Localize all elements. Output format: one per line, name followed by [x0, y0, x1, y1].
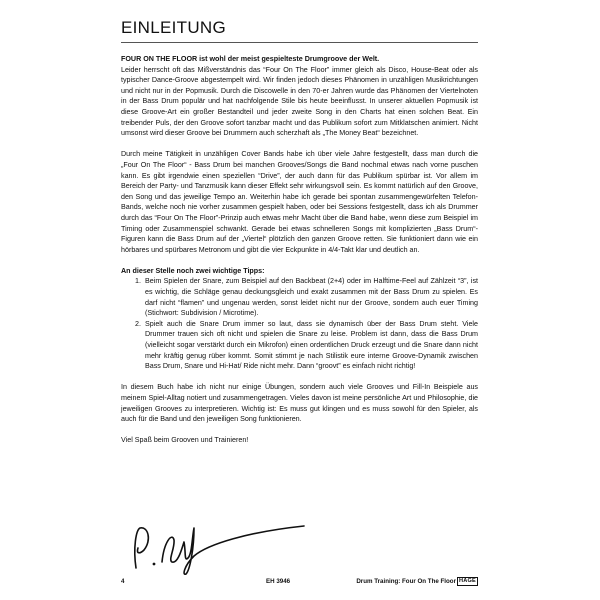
tip-item: 1. Beim Spielen der Snare, zum Beispiel auf den Backbeat (2+4) oder im Halftime-Feel auf Zählzeit “3”, ist es wichtig, die Schläge genau deckungsgleich und exakt zusammen mit der Bass Drum zu spielen. Es darf nicht “flamen” und ungenau werden, sonst leidet nicht nur der Groove, sondern auch euer Timing (Stichwort: Subdivision / Microtime).	[143, 276, 478, 318]
page-number: 4	[121, 578, 125, 585]
publisher-logo: HAGE	[459, 578, 476, 584]
intro-paragraph	[121, 54, 478, 139]
page-heading: EINLEITUNG	[121, 18, 227, 37]
tips-list	[121, 276, 478, 371]
tip-item: 2. Spielt auch die Snare Drum immer so laut, dass sie dynamisch über der Bass Drum steht. Viele Drummer trauen sich oft nicht und spielen die Snare zu leise. Problem ist dann, dass die Bass Drum (vielleicht sogar verstärkt durch ein Mikrofon) einen ordentlichen Druck erzeugt und die Snare dann nicht mehr kräftig genug rüber kommt. Somit stimmt je nach Stilistik eure interne Groove-Dynamik zwischen Bass Drum, Snare und Hi-Hat/ Ride nicht mehr. Dann “groovt” es einfach nicht richtig!	[143, 319, 478, 372]
intro-lead: FOUR ON THE FLOOR ist wohl der meist gespielteste Drumgroove der Welt.	[121, 55, 380, 63]
body-text	[121, 54, 478, 457]
book-title: Drum Training: Four On The Floor	[356, 578, 456, 585]
heading-rule	[121, 42, 478, 43]
closing-line: Viel Spaß beim Grooven und Trainieren!	[121, 436, 249, 445]
intro-body: Leider herrscht oft das Mißverständnis das “Four On The Floor” immer gleich als Disco, House-Beat oder als typischer Dance-Groove abgestempelt wird. Wir finden jedoch dieses Phänomen in unzähligen Musikrichtungen und nicht nur in der Popmusik. Durch die Discowelle in den 70-er Jahren wurde das Phänomen der Viertelnoten in der Bass Drum populär und hat nachfolgende Stile bis heute beeinflusst. In unserer aktuellen Popmusik ist diese Groove-Art ein großer Bestandteil und jeder zweite Song in den Charts hat einen solchen Beat. Ein treibender Puls, der den Groove sofort tanzbar macht und das Publikum sofort zum Mitklatschen animiert. Nicht umsonst wird dieser Groove bei Drummern auch scherzhaft als „The Money Beat“ bezeichnet.	[121, 65, 478, 138]
signature-image	[128, 518, 308, 578]
tips-title: An dieser Stelle noch zwei wichtige Tipps:	[121, 266, 265, 275]
paragraph-2: Durch meine Tätigkeit in unzähligen Cover Bands habe ich über viele Jahre festgestellt, dass man durch die „Four On The Floor“ - Bass Drum bei manchen Grooves/Songs die Band nochmal etwas nach vorne puschen kann. Es gibt irgendwie einen speziellen “Drive”, der auch dann für das Publikum spürbar ist. Vor allem im Bereich der Party- und Tanzmusik kann dieser Effekt sehr wirkungsvoll sein. Es kommt natürlich auf den Groove, den Song und das jeweilige Tempo an. Weiterhin habe ich gerade bei spontan zusammengewürfelten Telefon-Bands, welche noch nie vorher zusammen gespielt haben, oder bei Sessions festgestellt, dass ich als Drummer durch das “Four On The Floor”-Prinzip auch etwas mehr Macht über die Band habe, wenn diese zum Beispiel im Timing oder Zusammenspiel schwankt. Gerade bei etwas schnelleren Songs mit komplizierten „Bass Drum“-Figuren kann die Bass Drum auf der „Viertel“ plötzlich den ganzen Groove retten. Sie funktioniert dann wie ein hörbares und spürbares Metronom und gibt die vier Eckpunkte in 4/4-Takt klar und deutlich an.	[121, 150, 478, 254]
paragraph-3: In diesem Buch habe ich nicht nur einige Übungen, sondern auch viele Grooves und Fill-In Beispiele aus meinem Spiel-Alltag notiert und zusammengetragen. Vieles davon ist meine persönliche Art und Philosophie, die jeweiligen Grooves zu interpretieren. Wichtig ist: Es muss gut klingen und es muss sowohl für den Spieler, als auch für die Band und den jeweiligen Song funktionieren.	[121, 383, 478, 424]
edition-code: EH 3946	[266, 578, 291, 585]
page-footer	[121, 578, 478, 590]
